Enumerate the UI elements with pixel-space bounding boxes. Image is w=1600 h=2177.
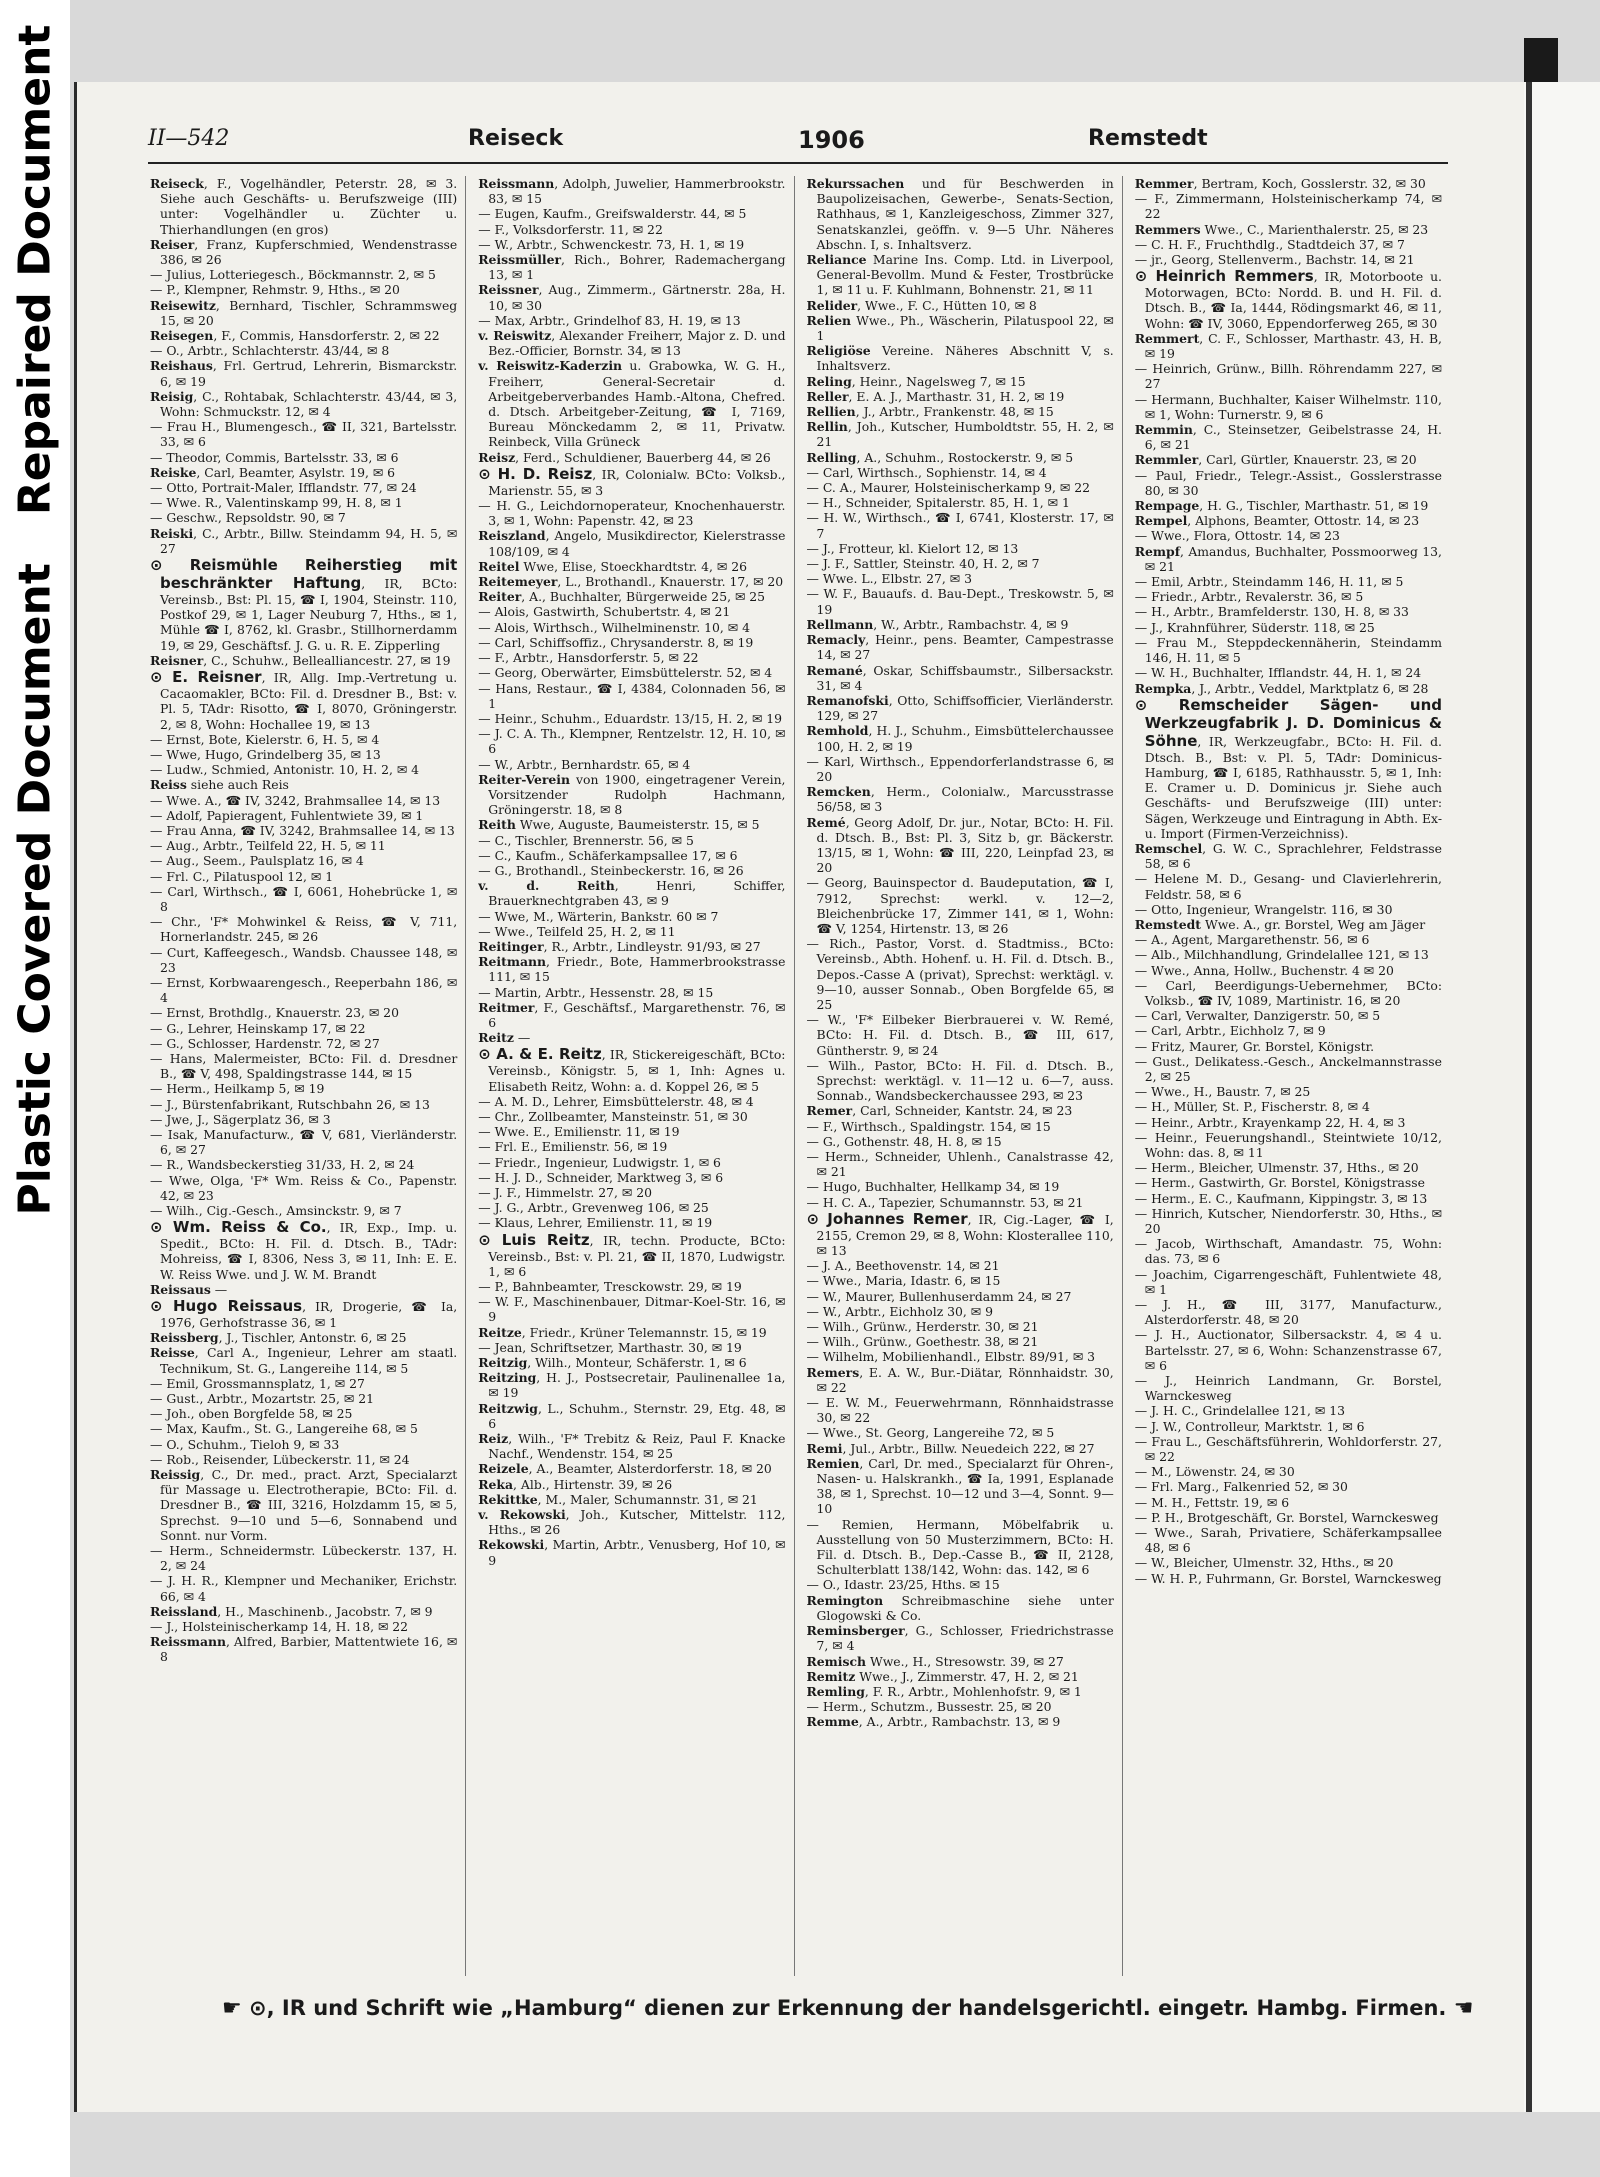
directory-entry: — Georg, Bauinspector d. Baudeputation, ☎ I, 7912, Sprechst: werkl. v. 12—2, Bleichenbrücke 17, Zimmer 141, ✉ 1, Wohn: ☎ V, 1254, Hirtenstr. 13, ✉ 26 — [806, 875, 1114, 936]
directory-entry: Reitmer, F., Geschäftsf., Margarethenstr. 76, ✉ 6 — [478, 999, 786, 1030]
directory-entry: — Emil, Grossmannsplatz, 1, ✉ 27 — [150, 1375, 365, 1391]
directory-entry: — Wilhelm, Mobilienhandl., Elbstr. 89/91, ✉ 3 — [806, 1349, 1096, 1365]
directory-entry: — Rob., Reisender, Lübeckerstr. 11, ✉ 24 — [150, 1451, 410, 1467]
directory-entry: — J. H., ☎ III, 3177, Manufacturw., Alsterdorferstr. 48, ✉ 20 — [1134, 1297, 1442, 1328]
directory-entry: Reiss siehe auch Reis — [150, 777, 289, 793]
directory-entry: Reitzing, H. J., Postsecretair, Paulinenallee 1a, ✉ 19 — [478, 1370, 786, 1401]
directory-entry: — Carl, Verwalter, Danzigerstr. 50, ✉ 5 — [1134, 1008, 1381, 1024]
directory-entry: — Herm., Schneidermstr. Lübeckerstr. 137, H. 2, ✉ 24 — [150, 1543, 458, 1574]
directory-entry: — G., Schlosser, Hardenstr. 72, ✉ 27 — [150, 1035, 380, 1051]
directory-entry: — Hinrich, Kutscher, Niendorferstr. 30, Hths., ✉ 20 — [1134, 1205, 1442, 1236]
directory-entry: Remmler, Carl, Gürtler, Knauerstr. 23, ✉ 20 — [1134, 452, 1417, 468]
directory-entry: — Wwe. E., Emilienstr. 11, ✉ 19 — [478, 1124, 680, 1140]
directory-entry: Remcken, Herm., Colonialw., Marcusstrasse 56/58, ✉ 3 — [806, 784, 1114, 815]
directory-entry: — Friedr., Ingenieur, Ludwigstr. 1, ✉ 6 — [478, 1154, 721, 1170]
directory-entry: — J., Frotteur, kl. Kielort 12, ✉ 13 — [806, 540, 1019, 556]
directory-entry: Religiöse Vereine. Näheres Abschnitt V, s. Inhaltsverz. — [806, 343, 1114, 374]
directory-entry: Rellien, J., Arbtr., Frankenstr. 48, ✉ 15 — [806, 404, 1054, 420]
directory-entry: — O., Idastr. 23/25, Hths. ✉ 15 — [806, 1577, 1000, 1593]
directory-entry: — J. H. C., Grindelallee 121, ✉ 13 — [1134, 1403, 1346, 1419]
directory-entry: Remitz Wwe., J., Zimmerstr. 47, H. 2, ✉ 21 — [806, 1668, 1079, 1684]
directory-entry: Reiter, A., Buchhalter, Bürgerweide 25, ✉ 25 — [478, 589, 766, 605]
directory-entry: — F., Wirthsch., Spaldingstr. 154, ✉ 15 — [806, 1118, 1051, 1134]
directory-entry: — W. H. P., Fuhrmann, Gr. Borstel, Warnckesweg — [1134, 1570, 1442, 1586]
directory-entry: — Joachim, Cigarrengeschäft, Fuhlentwiete 48, ✉ 1 — [1134, 1266, 1442, 1297]
directory-entry: Remi, Jul., Arbtr., Billw. Neuedeich 222, ✉ 27 — [806, 1440, 1095, 1456]
directory-entry: — H. C. A., Tapezier, Schumannstr. 53, ✉ 21 — [806, 1194, 1084, 1210]
directory-entry: Reisig, C., Rohtabak, Schlachterstr. 43/44, ✉ 3, Wohn: Schmuckstr. 12, ✉ 4 — [150, 388, 458, 420]
directory-entry: Remmin, C., Steinsetzer, Geibelstrasse 24, H. 6, ✉ 21 — [1134, 422, 1442, 453]
directory-entry: — C., Tischler, Brennerstr. 56, ✉ 5 — [478, 832, 694, 848]
directory-entry: Reisner, C., Schuhw., Bellealliancestr. 27, ✉ 19 — [150, 652, 451, 668]
directory-entry: Reiske, Carl, Beamter, Asylstr. 19, ✉ 6 — [150, 464, 396, 480]
directory-entry: v. d. Reith, Henri, Schiffer, Brauerknechtgraben 43, ✉ 9 — [478, 878, 786, 909]
directory-entry: — Wwe., Sarah, Privatiere, Schäferkampsallee 48, ✉ 6 — [1134, 1525, 1442, 1556]
directory-entry: — Wwe., Teilfeld 25, H. 2, ✉ 11 — [478, 923, 676, 939]
directory-entry: — Fritz, Maurer, Gr. Borstel, Königstr. — [1134, 1038, 1375, 1054]
directory-entry: — C., Kaufm., Schäferkampsallee 17, ✉ 6 — [478, 847, 738, 863]
directory-entry: — Gust., Arbtr., Mozartstr. 25, ✉ 21 — [150, 1391, 374, 1407]
directory-column-1 — [150, 176, 466, 1976]
directory-entry: — J., Krahnführer, Süderstr. 118, ✉ 25 — [1134, 619, 1375, 635]
directory-entry: Reissmann, Alfred, Barbier, Mattentwiete 16, ✉ 8 — [150, 1634, 458, 1665]
directory-entry: — H. W., Wirthsch., ☎ I, 6741, Klosterstr. 17, ✉ 7 — [806, 510, 1114, 541]
directory-entry: Remling, F. R., Arbtr., Mohlenhofstr. 9, ✉ 1 — [806, 1683, 1082, 1699]
directory-entry: Rellin, Joh., Kutscher, Humboldtstr. 55, H. 2, ✉ 21 — [806, 419, 1114, 450]
directory-entry: Reisewitz, Bernhard, Tischler, Schrammsweg 15, ✉ 20 — [150, 297, 458, 328]
directory-entry: — Hans, Restaur., ☎ I, 4384, Colonnaden 56, ✉ 1 — [478, 680, 786, 711]
directory-entry: Reitzig, Wilh., Monteur, Schäferstr. 1, ✉ 6 — [478, 1355, 747, 1371]
plastic-covered-label: Plastic Covered Document — [9, 563, 61, 1216]
directory-entry: — Ernst, Korbwaarengesch., Reeperbahn 186, ✉ 4 — [150, 974, 458, 1006]
pointing-hand-left-icon: ☛ — [222, 1996, 242, 2021]
header-first-entry: Reiseck — [468, 126, 564, 151]
directory-entry: Reiser, Franz, Kupferschmied, Wendenstrasse 386, ✉ 26 — [150, 236, 458, 268]
directory-entry: Relling, A., Schuhm., Rostockerstr. 9, ✉ 5 — [806, 449, 1074, 465]
directory-entry: — Max, Kaufm., St. G., Langereihe 68, ✉ 5 — [150, 1421, 418, 1437]
directory-entry: ⊙ E. Reisner, IR, Allg. Imp.-Vertretung u. Cacaomakler, BCto: Fil. d. Dresdner B., Bst: v. Pl. 5, TAdr: Risotto, ☎ I, 8070, Gröningerstr. 2, ✉ 8, Wohn: Hochallee 19, ✉ 13 — [150, 668, 458, 732]
directory-entry: — Frl. Marg., Falkenried 52, ✉ 30 — [1134, 1479, 1348, 1495]
directory-entry: — J. F., Sattler, Steinstr. 40, H. 2, ✉ 7 — [806, 556, 1040, 572]
directory-entry: — Joh., oben Borgfelde 58, ✉ 25 — [150, 1406, 353, 1422]
header-last-entry: Remstedt — [1088, 126, 1208, 151]
directory-entry: — Theodor, Commis, Bartelsstr. 33, ✉ 6 — [150, 449, 399, 465]
directory-entry: Reiseck, F., Vogelhändler, Peterstr. 28, ✉ 3. Siehe auch Geschäfts- u. Berufszweige (III) unter: Vogelhändler u. Züchter u. Thierhandlungen (en gros) — [150, 176, 458, 237]
directory-entry: Reith Wwe, Auguste, Baumeisterstr. 15, ✉ 5 — [478, 817, 760, 833]
directory-entry: — H. J. D., Schneider, Marktweg 3, ✉ 6 — [478, 1169, 724, 1185]
directory-entry: — Frl. C., Pilatuspool 12, ✉ 1 — [150, 868, 334, 884]
directory-entry: — Carl, Schiffsoffiz., Chrysanderstr. 8, ✉ 19 — [478, 634, 754, 650]
directory-entry: Rekurssachen und für Beschwerden in Baupolizeisachen, Gewerbe-, Senats-Section, Rathhaus, ✉ 1, Kanzleigeschoss, Zimmer 327, Senatskanzlei, geöffn. v. 9—5 Uhr. Näheres Abschn. I, s. Inhaltsverz. — [806, 176, 1114, 252]
directory-entry: Rellmann, W., Arbtr., Rambachstr. 4, ✉ 9 — [806, 616, 1069, 632]
directory-entry: — O., Arbtr., Schlachterstr. 43/44, ✉ 8 — [150, 343, 390, 359]
directory-entry: — W., Maurer, Bullenhuserdamm 24, ✉ 27 — [806, 1288, 1072, 1304]
directory-entry: — H. G., Leichdornoperateur, Knochenhauerstr. 3, ✉ 1, Wohn: Papenstr. 42, ✉ 23 — [478, 498, 786, 529]
directory-entry: ⊙ H. D. Reisz, IR, Colonialw. BCto: Volksb., Marienstr. 55, ✉ 3 — [478, 464, 786, 498]
directory-entry: Reitze, Friedr., Krüner Telemannstr. 15, ✉ 19 — [478, 1324, 767, 1340]
directory-entry: — J. G., Arbtr., Grevenweg 106, ✉ 25 — [478, 1200, 709, 1216]
directory-entry: Reizele, A., Beamter, Alsterdorferstr. 18, ✉ 20 — [478, 1461, 772, 1477]
directory-entry: Remmert, C. F., Schlosser, Marthastr. 43, H. B, ✉ 19 — [1134, 330, 1442, 362]
directory-entry: — Emil, Arbtr., Steindamm 146, H. 11, ✉ 5 — [1134, 574, 1404, 590]
directory-entry: — Wwe, Olga, 'F* Wm. Reiss & Co., Papenstr. 42, ✉ 23 — [150, 1172, 458, 1203]
directory-entry: Remanofski, Otto, Schiffsofficier, Vierländerstr. 129, ✉ 27 — [806, 692, 1114, 724]
directory-entry: — H., Arbtr., Bramfelderstr. 130, H. 8, ✉ 33 — [1134, 604, 1409, 620]
directory-entry: v. Reiswitz, Alexander Freiherr, Major z. D. und Bez.-Officier, Bornstr. 34, ✉ 13 — [478, 328, 786, 359]
directory-entry: — J. H. R., Klempner und Mechaniker, Erichstr. 66, ✉ 4 — [150, 1573, 458, 1604]
directory-entry: — H., Schneider, Spitalerstr. 85, H. 1, ✉ 1 — [806, 495, 1070, 511]
directory-entry: — Geschw., Repsoldstr. 90, ✉ 7 — [150, 510, 346, 526]
directory-entry: — F., Arbtr., Hansdorferstr. 5, ✉ 22 — [478, 650, 699, 666]
directory-entry: — P., Bahnbeamter, Tresckowstr. 29, ✉ 19 — [478, 1279, 742, 1295]
directory-entry: — jr., Georg, Stellenverm., Bachstr. 14, ✉ 21 — [1134, 252, 1415, 268]
directory-entry: — Heinr., Arbtr., Krayenkamp 22, H. 4, ✉ 3 — [1134, 1114, 1406, 1130]
directory-entry: Reissberg, J., Tischler, Antonstr. 6, ✉ 25 — [150, 1330, 407, 1346]
directory-entry: — Alois, Wirthsch., Wilhelminenstr. 10, ✉ 4 — [478, 619, 750, 635]
directory-entry: Reishaus, Frl. Gertrud, Lehrerin, Bismarckstr. 6, ✉ 19 — [150, 358, 458, 389]
directory-entry: — J., Bürstenfabrikant, Rutschbahn 26, ✉ 13 — [150, 1096, 430, 1112]
directory-column-4 — [1135, 176, 1450, 1976]
directory-entry: — Frau Anna, ☎ IV, 3242, Brahmsallee 14, ✉ 13 — [150, 822, 455, 838]
directory-entry: — Curt, Kaffeegesch., Wandsb. Chaussee 148, ✉ 23 — [150, 944, 458, 975]
directory-entry: — P., Klempner, Rehmstr. 9, Hths., ✉ 20 — [150, 282, 400, 298]
page-edge — [1524, 82, 1600, 2112]
directory-entry: — J. W., Controlleur, Marktstr. 1, ✉ 6 — [1134, 1418, 1365, 1434]
directory-entry: — Ernst, Bote, Kielerstr. 6, H. 5, ✉ 4 — [150, 731, 380, 747]
directory-entry: — M. H., Fettstr. 19, ✉ 6 — [1134, 1494, 1290, 1510]
directory-entry: — Martin, Arbtr., Hessenstr. 28, ✉ 15 — [478, 984, 714, 1000]
directory-entry: — Alois, Gastwirth, Schubertstr. 4, ✉ 21 — [478, 604, 731, 620]
directory-entry: — Max, Arbtr., Grindelhof 83, H. 19, ✉ 13 — [478, 312, 741, 328]
directory-entry: — J., Heinrich Landmann, Gr. Borstel, Warnckesweg — [1134, 1373, 1442, 1404]
directory-entry: Rempel, Alphons, Beamter, Ottostr. 14, ✉ 23 — [1134, 513, 1420, 529]
directory-entry: ⊙ Luis Reitz, IR, techn. Producte, BCto: Vereinsb., Bst: v. Pl. 21, ☎ II, 1870, Ludwigstr. 1, ✉ 6 — [478, 1230, 786, 1279]
directory-entry: — Herm., E. C., Kaufmann, Kippingstr. 3, ✉ 13 — [1134, 1190, 1428, 1206]
directory-entry: — G., Lehrer, Heinskamp 17, ✉ 22 — [150, 1020, 366, 1036]
directory-entry: — F., Volksdorferstr. 11, ✉ 22 — [478, 221, 663, 237]
directory-entry: Reitemeyer, L., Brothandl., Knauerstr. 17, ✉ 20 — [478, 574, 784, 590]
directory-entry: — J. H., Auctionator, Silbersackstr. 4, ✉ 4 u. Bartelsstr. 27, ✉ 6, Wohn: Schanzenstrasse 67, ✉ 6 — [1134, 1327, 1442, 1373]
directory-entry: — Wwe., Flora, Ottostr. 14, ✉ 23 — [1134, 528, 1340, 544]
directory-entry: — Jacob, Wirthschaft, Amandastr. 75, Wohn: das. 73, ✉ 6 — [1134, 1236, 1442, 1267]
directory-entry: — Wwe. R., Valentinskamp 99, H. 8, ✉ 1 — [150, 495, 403, 511]
directory-entry: Remé, Georg Adolf, Dr. jur., Notar, BCto: H. Fil. d. Dtsch. B., Bst: Pl. 3, Sitz b, gr. Bäckerstr. 13/15, ✉ 1, Wohn: ☎ III, 220, Leinpfad 23, ✉ 20 — [806, 814, 1114, 876]
directory-entry: — Wwe, M., Wärterin, Bankstr. 60 ✉ 7 — [478, 908, 719, 924]
directory-entry: — Jean, Schriftsetzer, Marthastr. 30, ✉ 19 — [478, 1339, 742, 1355]
directory-entry: Reisegen, F., Commis, Hansdorferstr. 2, ✉ 22 — [150, 328, 440, 344]
directory-entry: Remstedt Wwe. A., gr. Borstel, Weg am Jäger — [1134, 916, 1426, 932]
directory-entry: ⊙ Heinrich Remmers, IR, Motorboote u. Motorwagen, BCto: Nordd. B. und H. Fil. d. Dtsch. B., ☎ Ia, 1444, Rödingsmarkt 46, ✉ 11, Wohn: ☎ IV, 3060, Eppendorferweg 265, ✉ 30 — [1134, 267, 1442, 331]
page-footer — [222, 1996, 1474, 2021]
binder-clip — [1524, 38, 1558, 82]
directory-entry: Rekittke, M., Maler, Schumannstr. 31, ✉ 21 — [478, 1491, 758, 1507]
directory-entry: Reissmüller, Rich., Bohrer, Rademachergang 13, ✉ 1 — [478, 252, 786, 283]
directory-entry: Reissaus — — [150, 1281, 228, 1297]
directory-entry: — J. C. A. Th., Klempner, Rentzelstr. 12, H. 10, ✉ 6 — [478, 726, 786, 757]
directory-entry: — Otto, Portrait-Maler, Ifflandstr. 77, ✉ 24 — [150, 480, 417, 496]
directory-entry: — Wwe. A., ☎ IV, 3242, Brahmsallee 14, ✉ 13 — [150, 792, 441, 808]
directory-entry: Reitel Wwe, Elise, Stoeckhardtstr. 4, ✉ 26 — [478, 558, 748, 574]
directory-entry: — Herm., Schutzm., Bussestr. 25, ✉ 20 — [806, 1699, 1052, 1715]
directory-entry: — Herm., Bleicher, Ulmenstr. 37, Hths., ✉ 20 — [1134, 1160, 1419, 1176]
directory-entry: — Aug., Seem., Paulsplatz 16, ✉ 4 — [150, 853, 364, 869]
directory-entry: v. Reiswitz-Kaderzin u. Grabowka, W. G. H., Freiherr, General-Secretair d. Arbeitgeberverbandes Hamb.-Altona, Chefred. d. Dtsch. Arbeitgeber-Zeitung, ☎ I, 7169, Bureau Mönckedamm 2, ✉ 11, Privatw. Reinbeck, Villa Grüneck — [478, 358, 786, 450]
directory-entry: — Herm., Gastwirth, Gr. Borstel, Königstrasse — [1134, 1175, 1425, 1191]
scan-side-banner — [0, 0, 70, 2177]
directory-entry: — Frl. E., Emilienstr. 56, ✉ 19 — [478, 1139, 668, 1155]
directory-entry: Remme, A., Arbtr., Rambachstr. 13, ✉ 9 — [806, 1714, 1061, 1730]
directory-entry: Reissig, C., Dr. med., pract. Arzt, Specialarzt für Massage u. Electrotherapie, BCto: Fil. d. Dresdner B., ☎ III, 3216, Holzdamm 15, ✉ 5, Sprechst. 9—10 und 5—6, Sonnabend und Sonnt. nur Vorm. — [150, 1467, 458, 1543]
directory-entry: Reiski, C., Arbtr., Billw. Steindamm 94, H. 5, ✉ 27 — [150, 525, 458, 556]
directory-entry: — C. A., Maurer, Holsteinischerkamp 9, ✉ 22 — [806, 480, 1090, 496]
directory-entry: — Remien, Hermann, Möbelfabrik u. Ausstellung von 50 Musterzimmern, BCto: H. Fil. d. Dtsch. B., Dep.-Casse B., ☎ II, 2128, Schulterblatt 138/142, Wohn: das. 142, ✉ 6 — [806, 1516, 1114, 1578]
directory-entry: — J., Holsteinischerkamp 14, H. 18, ✉ 22 — [150, 1619, 409, 1635]
directory-entry: — Alb., Milchhandlung, Grindelallee 121, ✉ 13 — [1134, 947, 1429, 963]
directory-entry: — P. H., Brotgeschäft, Gr. Borstel, Warnckesweg — [1134, 1509, 1439, 1525]
directory-entry: — W., Arbtr., Schwenckestr. 73, H. 1, ✉ 19 — [478, 236, 745, 252]
directory-column-3 — [807, 176, 1123, 1976]
directory-entry: — F., Zimmermann, Holsteinischerkamp 74, ✉ 22 — [1134, 191, 1442, 222]
directory-entry: — Wwe, Hugo, Grindelberg 35, ✉ 13 — [150, 746, 381, 762]
directory-entry: — W., Arbtr., Bernhardstr. 65, ✉ 4 — [478, 756, 691, 772]
header-year: 1906 — [798, 126, 865, 154]
directory-entry: Rempka, J., Arbtr., Veddel, Marktplatz 6, ✉ 28 — [1134, 680, 1429, 696]
directory-entry: Remmer, Bertram, Koch, Gosslerstr. 32, ✉ 30 — [1134, 176, 1426, 191]
directory-entry: — Hermann, Buchhalter, Kaiser Wilhelmstr. 110, ✉ 1, Wohn: Turnerstr. 9, ✉ 6 — [1134, 391, 1442, 422]
page-header — [148, 122, 1448, 164]
page-edge-line — [1526, 82, 1532, 2112]
directory-entry: Relider, Wwe., F. C., Hütten 10, ✉ 8 — [806, 297, 1037, 313]
directory-entry: Remané, Oskar, Schiffsbaumstr., Silbersackstr. 31, ✉ 4 — [806, 662, 1114, 693]
directory-entry: — Aug., Arbtr., Teilfeld 22, H. 5, ✉ 11 — [150, 838, 386, 854]
directory-entry: — Hans, Malermeister, BCto: Fil. d. Dresdner B., ☎ V, 498, Spaldingstrasse 144, ✉ 15 — [150, 1050, 458, 1082]
directory-entry: — Ernst, Brothdlg., Knauerstr. 23, ✉ 20 — [150, 1005, 399, 1021]
directory-entry: Relien Wwe., Ph., Wäscherin, Pilatuspool 22, ✉ 1 — [806, 312, 1114, 344]
directory-entry: Reitz — — [478, 1030, 531, 1046]
directory-entry: Reka, Alb., Hirtenstr. 39, ✉ 26 — [478, 1476, 673, 1492]
directory-entry: — W. F., Maschinenbauer, Ditmar-Koel-Str. 16, ✉ 9 — [478, 1294, 786, 1325]
directory-entry: Remhold, H. J., Schuhm., Eimsbüttelerchaussee 100, H. 2, ✉ 19 — [806, 723, 1114, 754]
directory-entry: Reissner, Aug., Zimmerm., Gärtnerstr. 28a, H. 10, ✉ 30 — [478, 282, 786, 313]
directory-entry: — W., Arbtr., Eichholz 30, ✉ 9 — [806, 1303, 994, 1319]
directory-entry: Reminsberger, G., Schlosser, Friedrichstrasse 7, ✉ 4 — [806, 1623, 1114, 1654]
directory-entry: — Carl, Wirthsch., Sophienstr. 14, ✉ 4 — [806, 464, 1047, 480]
directory-entry: — Frau M., Steppdeckennäherin, Steindamm 146, H. 11, ✉ 5 — [1134, 634, 1442, 666]
directory-entry: — Herm., Heilkamp 5, ✉ 19 — [150, 1081, 325, 1097]
directory-entry: Rempage, H. G., Tischler, Marthastr. 51, ✉ 19 — [1134, 498, 1429, 514]
directory-entry: Rekowski, Martin, Arbtr., Venusberg, Hof 10, ✉ 9 — [478, 1537, 786, 1568]
directory-entry: v. Rekowski, Joh., Kutscher, Mittelstr. 112, Hths., ✉ 26 — [478, 1507, 786, 1538]
directory-entry: ⊙ Wm. Reiss & Co., IR, Exp., Imp. u. Spedit., BCto: H. Fil. d. Dtsch. B., TAdr: Mohreiss, ☎ I, 8306, Ness 3, ✉ 11, Inh: E. E. W. Reiss Wwe. und J. W. M. Brandt — [150, 1218, 458, 1282]
directory-entry: ⊙ Remscheider Sägen- und Werkzeugfabrik J. D. Dominicus & Söhne, IR, Werkzeugfabr., BCto: H. Fil. d. Dtsch. B., Bst: v. Pl. 5, TAdr: Dominicus-Hamburg, ☎ I, 6185, Rathhausstr. 5, ✉ 1, Inh: E. Cramer u. D. Dominicus jr. Siehe auch Geschäfts- und Berufszweige (III) unter: Sägen, Werkzeuge und Eintragung in Abth. Ex- u. Import (Firmen-Verzeichniss). — [1134, 695, 1442, 841]
directory-entry: — Rich., Pastor, Vorst. d. Stadtmiss., BCto: Vereinsb., Abth. Hohenf. u. H. Fil. d. Dtsch. B., Depos.-Casse A (privat), Sprechst: werktägl. v. 9—10, ausser Sonnab., Oben Borgfelde 65, ✉ 25 — [806, 936, 1114, 1012]
directory-entry: ⊙ Hugo Reissaus, IR, Drogerie, ☎ Ia, 1976, Gerhofstrasse 36, ✉ 1 — [150, 1297, 458, 1331]
directory-entry: — Gust., Delikatess.-Gesch., Anckelmannstrasse 2, ✉ 25 — [1134, 1053, 1442, 1084]
directory-entry: — Herm., Schneider, Uhlenh., Canalstrasse 42, ✉ 21 — [806, 1149, 1114, 1180]
directory-entry: Remschel, G. W. C., Sprachlehrer, Feldstrasse 58, ✉ 6 — [1134, 840, 1442, 872]
directory-entry: — Wwe., Maria, Idastr. 6, ✉ 15 — [806, 1273, 1001, 1289]
directory-entry: — Isak, Manufacturw., ☎ V, 681, Vierländerstr. 6, ✉ 27 — [150, 1126, 458, 1158]
directory-entry: Reisz, Ferd., Schuldiener, Bauerberg 44, ✉ 26 — [478, 449, 771, 465]
directory-entry: Remien, Carl, Dr. med., Specialarzt für Ohren-, Nasen- u. Halskrankh., ☎ Ia, 1991, Esplanade 38, ✉ 1, Sprechst. 10—12 und 3—4, Sonnt. 9—10 — [806, 1455, 1114, 1517]
directory-column-2 — [478, 176, 794, 1976]
directory-entry: — Wilh., Grünw., Goethestr. 38, ✉ 21 — [806, 1334, 1039, 1350]
repaired-document-label: Repaired Document — [9, 24, 61, 516]
directory-entry: — Julius, Lotteriegesch., Böckmannstr. 2, ✉ 5 — [150, 267, 436, 283]
directory-entry: — Helene M. D., Gesang- und Clavierlehrerin, Feldstr. 58, ✉ 6 — [1134, 871, 1442, 902]
directory-entry: — J. F., Himmelstr. 27, ✉ 20 — [478, 1185, 653, 1200]
directory-entry: — W., Bleicher, Ulmenstr. 32, Hths., ✉ 20 — [1134, 1555, 1394, 1571]
directory-entry: Reiszland, Angelo, Musikdirector, Kielerstrasse 108/109, ✉ 4 — [478, 528, 786, 559]
directory-entry: — W. H., Buchhalter, Ifflandstr. 44, H. 1, ✉ 24 — [1134, 665, 1422, 681]
directory-entry: — C. H. F., Fruchthdlg., Stadtdeich 37, ✉ 7 — [1134, 236, 1405, 252]
directory-entry: Reiz, Wilh., 'F* Trebitz & Reiz, Paul F. Knacke Nachf., Wendenstr. 154, ✉ 25 — [478, 1431, 786, 1462]
directory-entry: — Wwe. L., Elbstr. 27, ✉ 3 — [806, 571, 972, 587]
directory-entry: Reliance Marine Ins. Comp. Ltd. in Liverpool, General-Bevollm. Mund & Fester, Trostbrücke 1, ✉ 11 u. F. Kuhlmann, Bohnenstr. 21, ✉ 11 — [806, 252, 1114, 298]
directory-entry: — Heinr., Feuerungshandl., Steintwiete 10/12, Wohn: das. 8, ✉ 11 — [1134, 1129, 1442, 1160]
directory-entry: — W. F., Bauaufs. d. Bau-Dept., Treskowstr. 5, ✉ 19 — [806, 586, 1114, 617]
directory-entry: — Carl, Arbtr., Eichholz 7, ✉ 9 — [1134, 1023, 1326, 1039]
directory-entry: Reitmann, Friedr., Bote, Hammerbrookstrasse 111, ✉ 15 — [478, 954, 786, 985]
directory-entry: ⊙ Reismühle Reiherstieg mit beschränkter Haftung, IR, BCto: Vereinsb., Bst: Pl. 15, ☎ I, 1904, Steinstr. 110, Postkof 29, ✉ 1, Lager Neuburg 7, Hths., ✉ 1, Mühle ☎ I, 8762, kl. Grasbr., Stillhornerdamm 19, ✉ 29, Geschäftsf. J. G. u. R. E. Zipperling — [150, 556, 458, 653]
page-number: II—542 — [148, 126, 230, 151]
directory-entry: — E. W. M., Feuerwehrmann, Rönnhaidstrasse 30, ✉ 22 — [806, 1395, 1114, 1426]
directory-entry: — Jwe, J., Sägerplatz 36, ✉ 3 — [150, 1111, 331, 1127]
directory-entry: Remacly, Heinr., pens. Beamter, Campestrasse 14, ✉ 27 — [806, 632, 1114, 663]
directory-entry: Reissland, H., Maschinenb., Jacobstr. 7, ✉ 9 — [150, 1603, 433, 1619]
directory-entry: Reiter-Verein von 1900, eingetragener Verein, Vorsitzender Rudolph Hachmann, Gröningerstr. 18, ✉ 8 — [478, 771, 786, 818]
directory-entry: Rempf, Amandus, Buchhalter, Possmoorweg 13, ✉ 21 — [1134, 543, 1442, 574]
directory-entry: — Wwe., H., Baustr. 7, ✉ 25 — [1134, 1084, 1311, 1100]
directory-entry: Reissmann, Adolph, Juwelier, Hammerbrookstr. 83, ✉ 15 — [478, 176, 786, 207]
directory-entry: — Heinrich, Grünw., Billh. Röhrendamm 227, ✉ 27 — [1134, 361, 1442, 392]
directory-entry: — Wilh., Grünw., Herderstr. 30, ✉ 21 — [806, 1319, 1039, 1335]
directory-entry: — Wilh., Cig.-Gesch., Amsinckstr. 9, ✉ 7 — [150, 1203, 402, 1218]
directory-entry: Remisch Wwe., H., Stresowstr. 39, ✉ 27 — [806, 1653, 1064, 1669]
directory-entry: — Heinr., Schuhm., Eduardstr. 13/15, H. 2, ✉ 19 — [478, 710, 783, 726]
directory-entry: — Friedr., Arbtr., Revalerstr. 36, ✉ 5 — [1134, 589, 1364, 605]
banner-label — [10, 25, 61, 1216]
directory-entry: — Frau L., Geschäftsführerin, Wohldorferstr. 27, ✉ 22 — [1134, 1433, 1442, 1465]
directory-entry: — A. M. D., Lehrer, Eimsbüttelerstr. 48, ✉ 4 — [478, 1093, 754, 1109]
directory-entry: — Karl, Wirthsch., Eppendorferlandstrasse 6, ✉ 20 — [806, 753, 1114, 784]
directory-entry: Reller, E. A. J., Marthastr. 31, H. 2, ✉ 19 — [806, 388, 1065, 404]
directory-entry: — Adolf, Papieragent, Fuhlentwiete 39, ✉ 1 — [150, 807, 424, 823]
directory-entry: — Chr., 'F* Mohwinkel & Reiss, ☎ V, 711, Hornerlandstr. 245, ✉ 26 — [150, 914, 458, 945]
directory-entry: — Hugo, Buchhalter, Hellkamp 34, ✉ 19 — [806, 1179, 1060, 1195]
footer-note: ⊙, IR und Schrift wie „Hamburg“ dienen zur Erkennung der handelsgerichtl. eingetr. Hambg. Firmen. — [249, 1996, 1447, 2020]
directory-entry: — Wilh., Pastor, BCto: H. Fil. d. Dtsch. B., Sprechst: werktägl. v. 11—12 u. 6—7, auss. Sonnab., Wandsbeckerchaussee 293, ✉ 23 — [806, 1057, 1114, 1104]
directory-entry: — Wwe., Anna, Hollw., Buchenstr. 4 ✉ 20 — [1134, 962, 1394, 978]
directory-entry: — A., Agent, Margarethenstr. 56, ✉ 6 — [1134, 932, 1370, 948]
directory-entry: — Paul, Friedr., Telegr.-Assist., Gosslerstrasse 80, ✉ 30 — [1134, 467, 1442, 498]
directory-entry: — Carl, Wirthsch., ☎ I, 6061, Hohebrücke 1, ✉ 8 — [150, 883, 458, 914]
directory-entry: — Otto, Ingenieur, Wrangelstr. 116, ✉ 30 — [1134, 901, 1393, 917]
directory-entry: ⊙ Johannes Remer, IR, Cig.-Lager, ☎ I, 2155, Cremon 29, ✉ 8, Wohn: Klosterallee 110, ✉ 13 — [806, 1209, 1114, 1259]
directory-entry: Remington Schreibmaschine siehe unter Glogowski & Co. — [806, 1592, 1114, 1623]
directory-entry: — G., Gothenstr. 48, H. 8, ✉ 15 — [806, 1133, 1002, 1149]
directory-entry: Reitinger, R., Arbtr., Lindleystr. 91/93, ✉ 27 — [478, 938, 761, 954]
directory-entry: — Carl, Beerdigungs-Uebernehmer, BCto: Volksb., ☎ IV, 1089, Martinistr. 16, ✉ 20 — [1134, 977, 1442, 1008]
directory-entry: — H., Müller, St. P., Fischerstr. 8, ✉ 4 — [1134, 1099, 1370, 1115]
pointing-hand-right-icon: ☚ — [1453, 1996, 1474, 2021]
directory-entry: Reling, Heinr., Nagelsweg 7, ✉ 15 — [806, 373, 1026, 389]
directory-entry: Remer, Carl, Schneider, Kantstr. 24, ✉ 23 — [806, 1103, 1073, 1119]
directory-entry: — Ludw., Schmied, Antonistr. 10, H. 2, ✉ 4 — [150, 762, 420, 778]
directory-entry: ⊙ A. & E. Reitz, IR, Stickereigeschäft, BCto: Vereinsb., Königstr. 5, ✉ 1, Inh: Agnes u. Elisabeth Reitz, Wohn: a. d. Koppel 26, ✉ 5 — [478, 1045, 786, 1094]
directory-entry: — Georg, Oberwärter, Eimsbüttelerstr. 52, ✉ 4 — [478, 665, 773, 681]
directory-entry: — Wwe., St. Georg, Langereihe 72, ✉ 5 — [806, 1425, 1055, 1441]
directory-entry: — R., Wandsbeckerstieg 31/33, H. 2, ✉ 24 — [150, 1157, 415, 1173]
directory-columns — [150, 176, 1450, 1976]
directory-entry: — O., Schuhm., Tieloh 9, ✉ 33 — [150, 1436, 340, 1452]
directory-entry: — M., Löwenstr. 24, ✉ 30 — [1134, 1464, 1295, 1480]
directory-entry: — Chr., Zollbeamter, Mansteinstr. 51, ✉ 30 — [478, 1108, 748, 1124]
directory-entry: — Frau H., Blumengesch., ☎ II, 321, Bartelsstr. 33, ✉ 6 — [150, 419, 458, 450]
directory-entry: — W., 'F* Eilbeker Bierbrauerei v. W. Remé, BCto: H. Fil. d. Dtsch. B., ☎ III, 617, Güntherstr. 9, ✉ 24 — [806, 1012, 1114, 1058]
directory-entry: Remers, E. A. W., Bur.-Diätar, Rönnhaidstr. 30, ✉ 22 — [806, 1364, 1114, 1395]
directory-entry: — J. A., Beethovenstr. 14, ✉ 21 — [806, 1258, 1000, 1274]
directory-entry: Reisse, Carl A., Ingenieur, Lehrer am staatl. Technikum, St. G., Langereihe 114, ✉ 5 — [150, 1345, 458, 1376]
directory-entry: Remmers Wwe., C., Marienthalerstr. 25, ✉ 23 — [1134, 221, 1429, 237]
directory-entry: — Klaus, Lehrer, Emilienstr. 11, ✉ 19 — [478, 1215, 713, 1231]
directory-entry: — Eugen, Kaufm., Greifswalderstr. 44, ✉ 5 — [478, 206, 747, 222]
directory-entry: Reitzwig, L., Schuhm., Sternstr. 29, Etg. 48, ✉ 6 — [478, 1400, 786, 1431]
directory-entry: — G., Brothandl., Steinbeckerstr. 16, ✉ 26 — [478, 862, 744, 878]
